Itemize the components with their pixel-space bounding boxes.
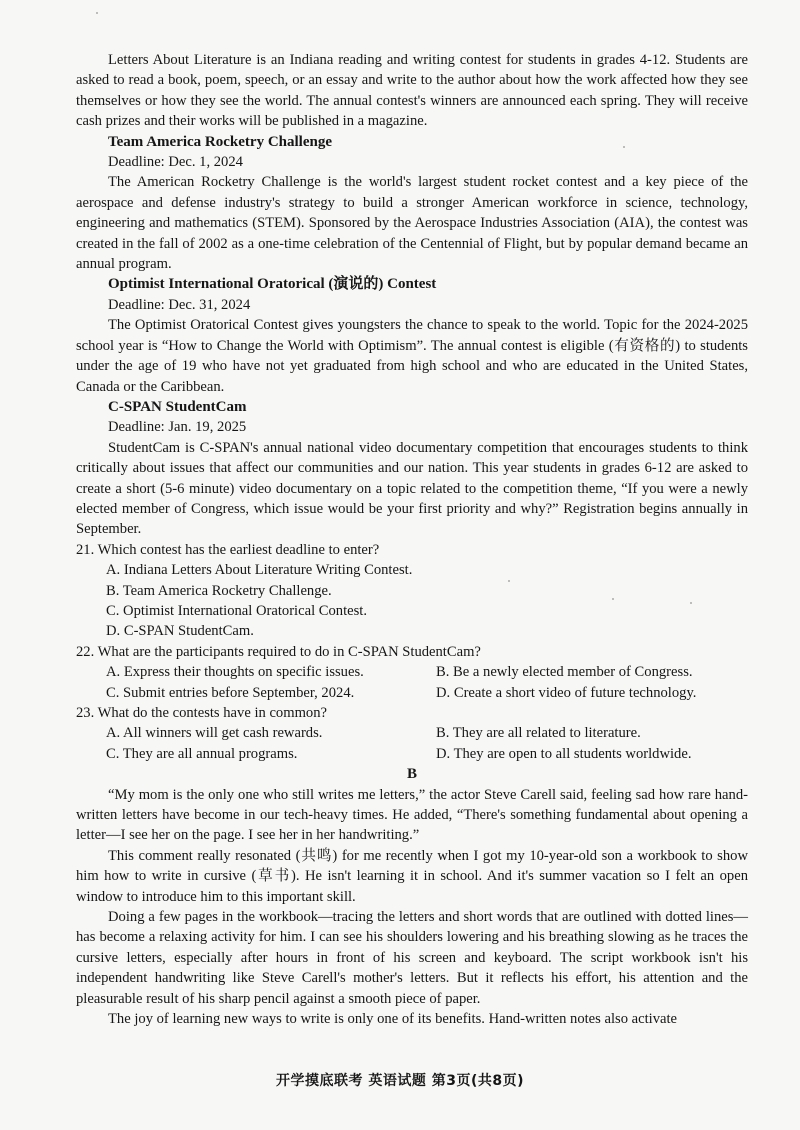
- answer-option[interactable]: D. They are open to all students worldwide.: [436, 745, 692, 762]
- answer-option[interactable]: B. Team America Rocketry Challenge.: [106, 582, 332, 599]
- contest-description: StudentCam is C-SPAN's annual national video documentary competition that encourages students to think critically about issues that affect our communities and our nation. This year students in grades 6-12 are asked to create a short (5-6 minute) video documentary on a topic related to the competition theme, “If you were a newly elected member of Congress, which issue would be your first priority and why?” Registration begins annually in September.: [76, 439, 748, 538]
- question-stem: 21. Which contest has the earliest deadline to enter?: [76, 541, 380, 558]
- contest-deadline: Deadline: Dec. 1, 2024: [108, 154, 243, 171]
- contest-title: Team America Rocketry Challenge: [108, 133, 332, 150]
- passage-paragraph: The joy of learning new ways to write is only one of its benefits. Hand-written notes also activate: [108, 1011, 678, 1028]
- contest-deadline: Deadline: Jan. 19, 2025: [108, 419, 247, 436]
- question-options: [76, 560, 748, 642]
- contest-title: C-SPAN StudentCam: [108, 398, 247, 415]
- answer-option[interactable]: C. Submit entries before September, 2024.: [106, 684, 355, 701]
- scan-speck: [96, 12, 98, 14]
- answer-option[interactable]: A. All winners will get cash rewards.: [106, 725, 323, 742]
- passage-paragraph: Doing a few pages in the workbook—tracing the letters and short words that are outlined with dotted lines—has become a relaxing activity for him. I can see his shoulders lowering and his breathing slowing as he traces the cursive letters, especially after hours in front of his screen and keyboard. The script workbook isn't his independent handwriting like Steve Carell's mother's letters. But it reflects his effort, his attention and the pleasurable result of his sharp pencil against a smooth piece of paper.: [76, 909, 748, 1007]
- answer-option[interactable]: B. They are all related to literature.: [436, 725, 641, 742]
- passage-paragraph: “My mom is the only one who still writes me letters,” the actor Steve Carell said, feeling sad how rare hand-written letters have become in our tech-heavy times. He added, “There's something fundamental about opening a letter—I see her on the page. I see her in her handwriting.”: [76, 786, 748, 844]
- section-label: B: [406, 766, 417, 783]
- question-stem: 23. What do the contests have in common?: [76, 705, 328, 721]
- exam-page: [76, 50, 748, 1030]
- question-stem: 22. What are the participants required to do in C-SPAN StudentCam?: [76, 643, 481, 660]
- contest-description: The Optimist Oratorical Contest gives youngsters the chance to speak to the world. Topic for the 2024-2025 school year is “How to Change the World with Optimism”. The annual contest is eligible (有资格的) to students under the age of 19 who have not yet graduated from high school and who are educated in the United States, Canada or the Caribbean.: [76, 317, 748, 395]
- answer-option[interactable]: A. Indiana Letters About Literature Writing Contest.: [106, 562, 413, 579]
- intro-paragraph: Letters About Literature is an Indiana reading and writing contest for students in grades 4-12. Students are asked to read a book, poem, speech, or an essay and write to the author about how the work affected how they see themselves or how they see the world. The annual contest's winners are announced each spring. They will receive cash prizes and their works will be published in a magazine.: [76, 52, 748, 130]
- answer-option[interactable]: A. Express their thoughts on specific issues.: [106, 664, 364, 681]
- scan-speck: [508, 580, 510, 582]
- contest-deadline: Deadline: Dec. 31, 2024: [108, 296, 251, 313]
- answer-option[interactable]: D. Create a short video of future technology.: [436, 684, 697, 701]
- contest-description: The American Rocketry Challenge is the world's largest student rocket contest and a key piece of the aerospace and defense industry's strategy to build a stronger American workforce in science, technology, engineering and mathematics (STEM). Sponsored by the Aerospace Industries Association (AIA), the contest was created in the fall of 2002 as a one-time celebration of the Centennial of Flight, but by popular demand became an annual program.: [76, 174, 748, 273]
- answer-option[interactable]: D. C-SPAN StudentCam.: [106, 623, 254, 640]
- answer-option[interactable]: C. They are all annual programs.: [106, 745, 298, 762]
- question-options: [76, 662, 748, 703]
- answer-option[interactable]: C. Optimist International Oratorical Contest.: [106, 602, 368, 619]
- contest-title: Optimist International Oratorical (演说的) Contest: [108, 276, 437, 293]
- page-footer: 开学摸底联考 英语试题 第3页(共8页): [275, 1073, 525, 1089]
- scan-speck: [612, 598, 614, 600]
- scan-speck: [623, 146, 625, 148]
- question-options: [76, 723, 748, 764]
- answer-option[interactable]: B. Be a newly elected member of Congress.: [436, 664, 693, 681]
- passage-paragraph: This comment really resonated (共鸣) for me recently when I got my 10-year-old son a workbook to show him how to write in cursive (草书). He isn't learning it in school. And it's summer vacation so I felt an open window to introduce him to this important skill.: [76, 847, 748, 905]
- scan-speck: [690, 602, 692, 604]
